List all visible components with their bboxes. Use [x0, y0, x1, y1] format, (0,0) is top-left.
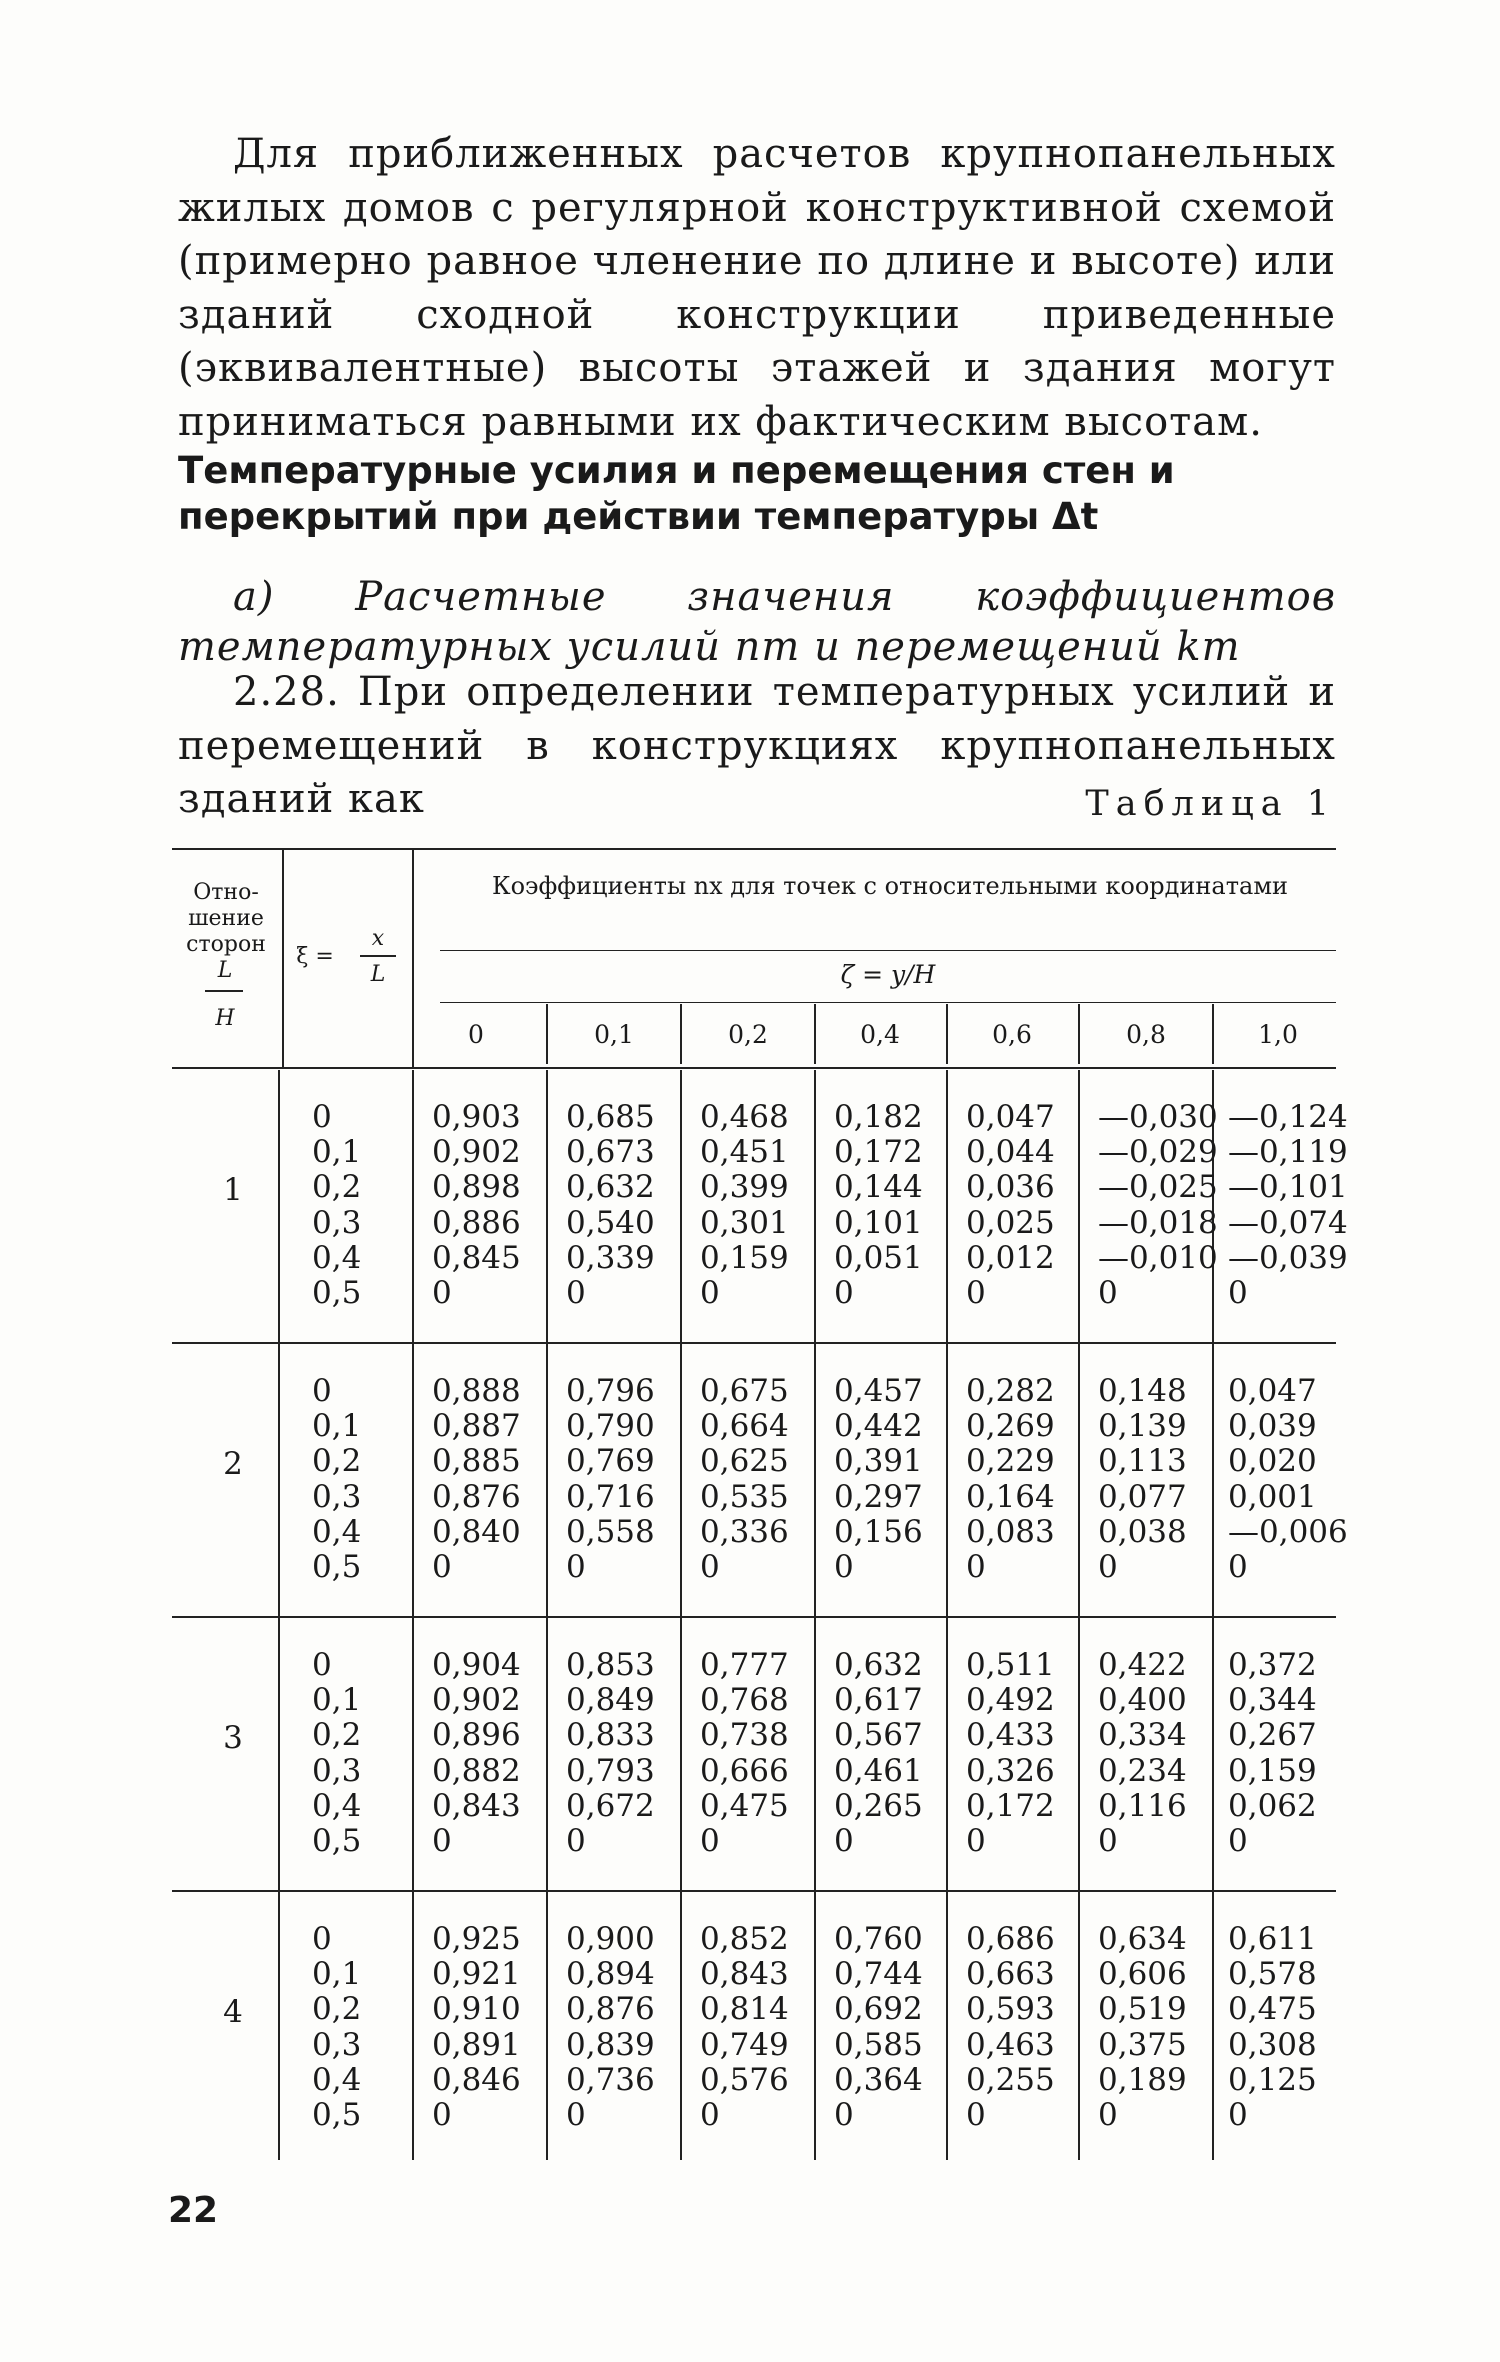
- table-cell: 0,882: [432, 1752, 521, 1789]
- subsection-title: а) Расчетные значения коэффициентов температурных усилий nm и перемещений km: [178, 574, 1336, 670]
- table-cell: 0,685: [566, 1099, 655, 1135]
- value-column: [700, 1922, 789, 2133]
- value-column: [1098, 1648, 1187, 1859]
- table-cell: 0,840: [432, 1513, 521, 1550]
- value-column: [1228, 1648, 1317, 1859]
- value-column: [566, 1374, 655, 1585]
- table-cell: 0,265: [834, 1787, 923, 1824]
- ratio-header: Отно-шение сторон: [186, 880, 266, 957]
- paragraph-2-28: 2.28. При определении температурных усилий и перемещений в конструкциях крупнопанельных зданий как: [178, 669, 1336, 822]
- table-cell: 0,749: [700, 2026, 789, 2063]
- body-vline-2: [412, 1070, 414, 2160]
- table-cell: 0,902: [432, 1682, 521, 1719]
- table-cell: 0,391: [834, 1443, 923, 1480]
- coef-header: Коэффициенты nx для точек с относительными координатами: [492, 872, 1288, 900]
- table-cell: 0,625: [700, 1443, 789, 1480]
- table-cell: 0,673: [566, 1134, 655, 1171]
- table-cell: 0,336: [700, 1513, 789, 1550]
- table-cell: 0,442: [834, 1408, 923, 1445]
- table-cell: 0: [1228, 1275, 1248, 1312]
- table-top-rule: [172, 848, 1336, 850]
- table-cell: 0,900: [566, 1921, 655, 1957]
- table-cell: 0,903: [432, 1099, 521, 1135]
- table-cell: 0,632: [566, 1169, 655, 1206]
- table-cell: 0,334: [1098, 1717, 1187, 1754]
- table-cell: 0,139: [1098, 1408, 1187, 1445]
- zeta-col-3: 0,4: [860, 1020, 900, 1049]
- ratio-frac-num: L: [217, 958, 233, 983]
- header-vline-1: [282, 848, 284, 1067]
- table-cell: 0,769: [566, 1443, 655, 1480]
- table-cell: 0: [432, 1549, 452, 1586]
- table-cell: 0,902: [432, 1134, 521, 1171]
- table-cell: 0,433: [966, 1717, 1055, 1754]
- table-cell: 0,738: [700, 1717, 789, 1754]
- table-cell: 0,234: [1098, 1752, 1187, 1789]
- table-cell: 0,047: [966, 1099, 1055, 1135]
- header-rule-2: [440, 1002, 1336, 1003]
- table-cell: 0,044: [966, 1134, 1055, 1171]
- table-cell: 0,461: [834, 1752, 923, 1789]
- value-column: [966, 1648, 1055, 1859]
- table-cell: 0,164: [966, 1478, 1055, 1515]
- xi-value: 0,2: [312, 1443, 362, 1480]
- value-column: [1228, 1100, 1348, 1311]
- xi-values: [312, 1922, 372, 2133]
- table-cell: 0,876: [432, 1478, 521, 1515]
- table-cell: 0,617: [834, 1682, 923, 1719]
- table-cell: 0,308: [1228, 2026, 1317, 2063]
- body-vline-1: [278, 1070, 280, 2160]
- table-cell: 0: [834, 2097, 854, 2134]
- zeta-col-6: 1,0: [1258, 1020, 1298, 1049]
- table-cell: 0,768: [700, 1682, 789, 1719]
- table-cell: 0,399: [700, 1169, 789, 1206]
- table-cell: 0: [966, 2097, 986, 2134]
- table-cell: 0,558: [566, 1513, 655, 1550]
- value-column: [432, 1374, 521, 1585]
- xi-values: [312, 1374, 372, 1585]
- zeta-col-0: 0: [468, 1020, 484, 1049]
- table-cell: 0: [966, 1549, 986, 1586]
- zeta-col-4: 0,6: [992, 1020, 1032, 1049]
- table-cell: 0,853: [566, 1647, 655, 1683]
- table-cell: 0,255: [966, 2061, 1055, 2098]
- table-cell: 0,845: [432, 1239, 521, 1276]
- xi-value: 0,3: [312, 1752, 362, 1789]
- zeta-header: ζ = y/H: [840, 960, 936, 989]
- xi-value: 0,4: [312, 2061, 362, 2098]
- table-cell: 0,038: [1098, 1513, 1187, 1550]
- body-vline-6: [946, 1070, 948, 2160]
- header-rule-1: [440, 950, 1336, 951]
- table-cell: 0,885: [432, 1443, 521, 1480]
- table-cell: 0,113: [1098, 1443, 1187, 1480]
- table-cell: 0,535: [700, 1478, 789, 1515]
- table-cell: 0: [566, 1823, 586, 1860]
- value-column: [966, 1922, 1055, 2133]
- ratio-value: 4: [223, 1994, 243, 2030]
- value-column: [700, 1648, 789, 1859]
- table-cell: 0: [1228, 1823, 1248, 1860]
- xi-value: 0,5: [312, 2097, 362, 2134]
- table-cell: 0,910: [432, 1991, 521, 2028]
- zeta-col-2: 0,2: [728, 1020, 768, 1049]
- table-cell: 0,852: [700, 1921, 789, 1957]
- value-column: [566, 1648, 655, 1859]
- value-column: [966, 1374, 1055, 1585]
- ratio-frac-den: H: [215, 1006, 235, 1031]
- header-vline-7: [1078, 1004, 1080, 1064]
- value-column: [1098, 1374, 1187, 1585]
- table-cell: 0,887: [432, 1408, 521, 1445]
- table-cell: 0,760: [834, 1921, 923, 1957]
- table-cell: 0,796: [566, 1373, 655, 1409]
- table-cell: 0,894: [566, 1956, 655, 1993]
- value-column: [834, 1100, 923, 1311]
- table-cell: 0,675: [700, 1373, 789, 1409]
- xi-values: [312, 1100, 372, 1311]
- group-rule-1: [172, 1342, 1336, 1344]
- table-cell: 0,344: [1228, 1682, 1317, 1719]
- header-vline-6: [946, 1004, 948, 1064]
- table-cell: 0,422: [1098, 1647, 1187, 1683]
- table-cell: 0: [566, 1275, 586, 1312]
- body-vline-3: [546, 1070, 548, 2160]
- xi-values: [312, 1648, 372, 1859]
- xi-label: ξ =: [296, 944, 334, 969]
- table-cell: 0,475: [1228, 1991, 1317, 2028]
- table-cell: 0,172: [834, 1134, 923, 1171]
- xi-value: 0,5: [312, 1823, 362, 1860]
- table-cell: 0,898: [432, 1169, 521, 1206]
- table-cell: 0,843: [700, 1956, 789, 1993]
- table-cell: 0: [834, 1275, 854, 1312]
- xi-value: 0,1: [312, 1408, 362, 1445]
- table-cell: 0,576: [700, 2061, 789, 2098]
- value-column: [1228, 1922, 1317, 2133]
- table-caption: Таблица 1: [1085, 784, 1336, 824]
- table-cell: 0,716: [566, 1478, 655, 1515]
- intro-paragraph: Для приближенных расчетов крупнопанельных жилых домов с регулярной конструктивной схемой (примерно равное членение по длине и высоте) или зданий сходной конструкции приведенные (эквивалентные) высоты этажей и здания могут приниматься равными их фактическим высотам.: [178, 131, 1336, 445]
- value-column: [1098, 1100, 1218, 1311]
- value-column: [700, 1100, 789, 1311]
- header-bottom-rule: [172, 1067, 1336, 1069]
- table-cell: 0: [700, 2097, 720, 2134]
- table-cell: 0,083: [966, 1513, 1055, 1550]
- xi-value: 0,4: [312, 1787, 362, 1824]
- table-cell: 0,921: [432, 1956, 521, 1993]
- xi-value: 0,4: [312, 1239, 362, 1276]
- table-cell: 0: [834, 1823, 854, 1860]
- ratio-frac-line: [205, 990, 243, 992]
- table-cell: 0,301: [700, 1204, 789, 1241]
- table-cell: 0,777: [700, 1647, 789, 1683]
- table-cell: —0,074: [1228, 1204, 1348, 1241]
- xi-value: 0,2: [312, 1169, 362, 1206]
- body-vline-4: [680, 1070, 682, 2160]
- xi-value: 0,1: [312, 1134, 362, 1171]
- table-cell: 0,025: [966, 1204, 1055, 1241]
- table-cell: 0,457: [834, 1373, 923, 1409]
- table-cell: 0,632: [834, 1647, 923, 1683]
- table-cell: —0,010: [1098, 1239, 1218, 1276]
- table-cell: 0: [1228, 2097, 1248, 2134]
- table-cell: —0,018: [1098, 1204, 1218, 1241]
- table-cell: 0,012: [966, 1239, 1055, 1276]
- table-cell: 0,888: [432, 1373, 521, 1409]
- table-cell: 0,519: [1098, 1991, 1187, 2028]
- zeta-col-1: 0,1: [594, 1020, 634, 1049]
- table-cell: 0,475: [700, 1787, 789, 1824]
- ratio-value: 3: [223, 1720, 243, 1756]
- body-vline-7: [1078, 1070, 1080, 2160]
- table-cell: —0,039: [1228, 1239, 1348, 1276]
- table-cell: 0: [566, 2097, 586, 2134]
- table-cell: 0,925: [432, 1921, 521, 1957]
- xi-value: 0: [312, 1921, 332, 1957]
- value-column: [432, 1922, 521, 2133]
- table-cell: 0,904: [432, 1647, 521, 1683]
- table-cell: 0,051: [834, 1239, 923, 1276]
- table-cell: 0,039: [1228, 1408, 1317, 1445]
- table-cell: 0: [432, 1823, 452, 1860]
- xi-value: 0,3: [312, 2026, 362, 2063]
- table-cell: 0,849: [566, 1682, 655, 1719]
- table-cell: 0,297: [834, 1478, 923, 1515]
- table-cell: 0: [966, 1823, 986, 1860]
- table-cell: 0,156: [834, 1513, 923, 1550]
- table-cell: 0,814: [700, 1991, 789, 2028]
- xi-value: 0,3: [312, 1478, 362, 1515]
- value-column: [700, 1374, 789, 1585]
- xi-value: 0: [312, 1099, 332, 1135]
- table-cell: 0,886: [432, 1204, 521, 1241]
- table-cell: 0,036: [966, 1169, 1055, 1206]
- table-cell: 0: [834, 1549, 854, 1586]
- table-cell: 0,372: [1228, 1647, 1317, 1683]
- table-cell: —0,006: [1228, 1513, 1348, 1550]
- table-cell: 0,664: [700, 1408, 789, 1445]
- xi-value: 0,2: [312, 1991, 362, 2028]
- table-cell: 0,578: [1228, 1956, 1317, 1993]
- table-cell: 0,062: [1228, 1787, 1317, 1824]
- table-cell: 0,144: [834, 1169, 923, 1206]
- xi-value: 0,1: [312, 1956, 362, 1993]
- value-column: [966, 1100, 1055, 1311]
- table-cell: 0: [432, 1275, 452, 1312]
- table-cell: 0,101: [834, 1204, 923, 1241]
- zeta-col-5: 0,8: [1126, 1020, 1166, 1049]
- table-cell: 0,282: [966, 1373, 1055, 1409]
- table-cell: 0: [1098, 1275, 1118, 1312]
- table-cell: 0,846: [432, 2061, 521, 2098]
- table-cell: 0,182: [834, 1099, 923, 1135]
- table-cell: —0,030: [1098, 1099, 1218, 1135]
- table-cell: 0,364: [834, 2061, 923, 2098]
- table-cell: —0,124: [1228, 1099, 1348, 1135]
- table-cell: 0: [700, 1549, 720, 1586]
- table-cell: 0,585: [834, 2026, 923, 2063]
- table-cell: 0,468: [700, 1099, 789, 1135]
- body-vline-5: [814, 1070, 816, 2160]
- table-cell: 0: [700, 1275, 720, 1312]
- header-vline-3: [546, 1004, 548, 1064]
- section-heading: Температурные усилия и перемещения стен и перекрытий при действии температуры Δt: [178, 449, 1175, 538]
- table-cell: 0,020: [1228, 1443, 1317, 1480]
- table-cell: 0,843: [432, 1787, 521, 1824]
- xi-frac-num: x: [371, 926, 385, 951]
- table-cell: 0,540: [566, 1204, 655, 1241]
- table-cell: 0,269: [966, 1408, 1055, 1445]
- value-column: [432, 1648, 521, 1859]
- table-cell: 0,159: [700, 1239, 789, 1276]
- table-cell: 0,896: [432, 1717, 521, 1754]
- table-cell: 0,125: [1228, 2061, 1317, 2098]
- xi-value: 0,1: [312, 1682, 362, 1719]
- table-cell: 0: [1098, 2097, 1118, 2134]
- table-cell: 0: [1228, 1549, 1248, 1586]
- table-cell: 0,492: [966, 1682, 1055, 1719]
- xi-value: 0: [312, 1373, 332, 1409]
- table-cell: 0,400: [1098, 1682, 1187, 1719]
- table-cell: 0,001: [1228, 1478, 1317, 1515]
- xi-frac-line: [360, 955, 396, 957]
- table-cell: 0,172: [966, 1787, 1055, 1824]
- group-rule-2: [172, 1616, 1336, 1618]
- xi-value: 0,5: [312, 1549, 362, 1586]
- header-vline-8: [1212, 1004, 1214, 1064]
- page-number: 22: [168, 2190, 219, 2231]
- xi-value: 0: [312, 1647, 332, 1683]
- table-cell: 0,148: [1098, 1373, 1187, 1409]
- table-cell: 0: [966, 1275, 986, 1312]
- header-vline-2: [412, 848, 414, 1067]
- table-cell: 0: [1098, 1823, 1118, 1860]
- xi-value: 0,3: [312, 1204, 362, 1241]
- table-cell: 0,833: [566, 1717, 655, 1754]
- table-cell: 0,839: [566, 2026, 655, 2063]
- value-column: [834, 1648, 923, 1859]
- table-cell: 0,116: [1098, 1787, 1187, 1824]
- value-column: [1098, 1922, 1187, 2133]
- table-cell: 0: [432, 2097, 452, 2134]
- table-cell: 0,634: [1098, 1921, 1187, 1957]
- table-cell: 0,793: [566, 1752, 655, 1789]
- value-column: [834, 1922, 923, 2133]
- table-cell: 0,567: [834, 1717, 923, 1754]
- table-cell: —0,101: [1228, 1169, 1348, 1206]
- table-cell: 0: [566, 1549, 586, 1586]
- table-cell: 0,189: [1098, 2061, 1187, 2098]
- ratio-value: 2: [223, 1446, 243, 1482]
- table-cell: 0,159: [1228, 1752, 1317, 1789]
- table-cell: —0,119: [1228, 1134, 1348, 1171]
- table-cell: —0,029: [1098, 1134, 1218, 1171]
- table-cell: 0,463: [966, 2026, 1055, 2063]
- table-cell: 0: [1098, 1549, 1118, 1586]
- table-cell: 0,451: [700, 1134, 789, 1171]
- table-cell: —0,025: [1098, 1169, 1218, 1206]
- table-cell: 0,339: [566, 1239, 655, 1276]
- table-cell: 0,229: [966, 1443, 1055, 1480]
- table-cell: 0,876: [566, 1991, 655, 2028]
- table-cell: 0,593: [966, 1991, 1055, 2028]
- xi-value: 0,5: [312, 1275, 362, 1312]
- table-cell: 0,663: [966, 1956, 1055, 1993]
- table-cell: 0,375: [1098, 2026, 1187, 2063]
- table-cell: 0,891: [432, 2026, 521, 2063]
- value-column: [566, 1922, 655, 2133]
- header-vline-4: [680, 1004, 682, 1064]
- ratio-value: 1: [223, 1172, 243, 1208]
- table-cell: 0,692: [834, 1991, 923, 2028]
- table-cell: 0,606: [1098, 1956, 1187, 1993]
- table-cell: 0,511: [966, 1647, 1055, 1683]
- value-column: [432, 1100, 521, 1311]
- table-cell: 0,047: [1228, 1373, 1317, 1409]
- table-cell: 0,666: [700, 1752, 789, 1789]
- table-cell: 0,790: [566, 1408, 655, 1445]
- table-cell: 0,611: [1228, 1921, 1317, 1957]
- table-cell: 0,077: [1098, 1478, 1187, 1515]
- table-cell: 0,672: [566, 1787, 655, 1824]
- table-cell: 0,686: [966, 1921, 1055, 1957]
- value-column: [1228, 1374, 1348, 1585]
- group-rule-3: [172, 1890, 1336, 1892]
- xi-value: 0,2: [312, 1717, 362, 1754]
- xi-value: 0,4: [312, 1513, 362, 1550]
- table-cell: 0,267: [1228, 1717, 1317, 1754]
- table-cell: 0,326: [966, 1752, 1055, 1789]
- header-vline-5: [814, 1004, 816, 1064]
- xi-frac-den: L: [370, 962, 386, 987]
- value-column: [566, 1100, 655, 1311]
- table-cell: 0: [700, 1823, 720, 1860]
- value-column: [834, 1374, 923, 1585]
- table-cell: 0,744: [834, 1956, 923, 1993]
- table-cell: 0,736: [566, 2061, 655, 2098]
